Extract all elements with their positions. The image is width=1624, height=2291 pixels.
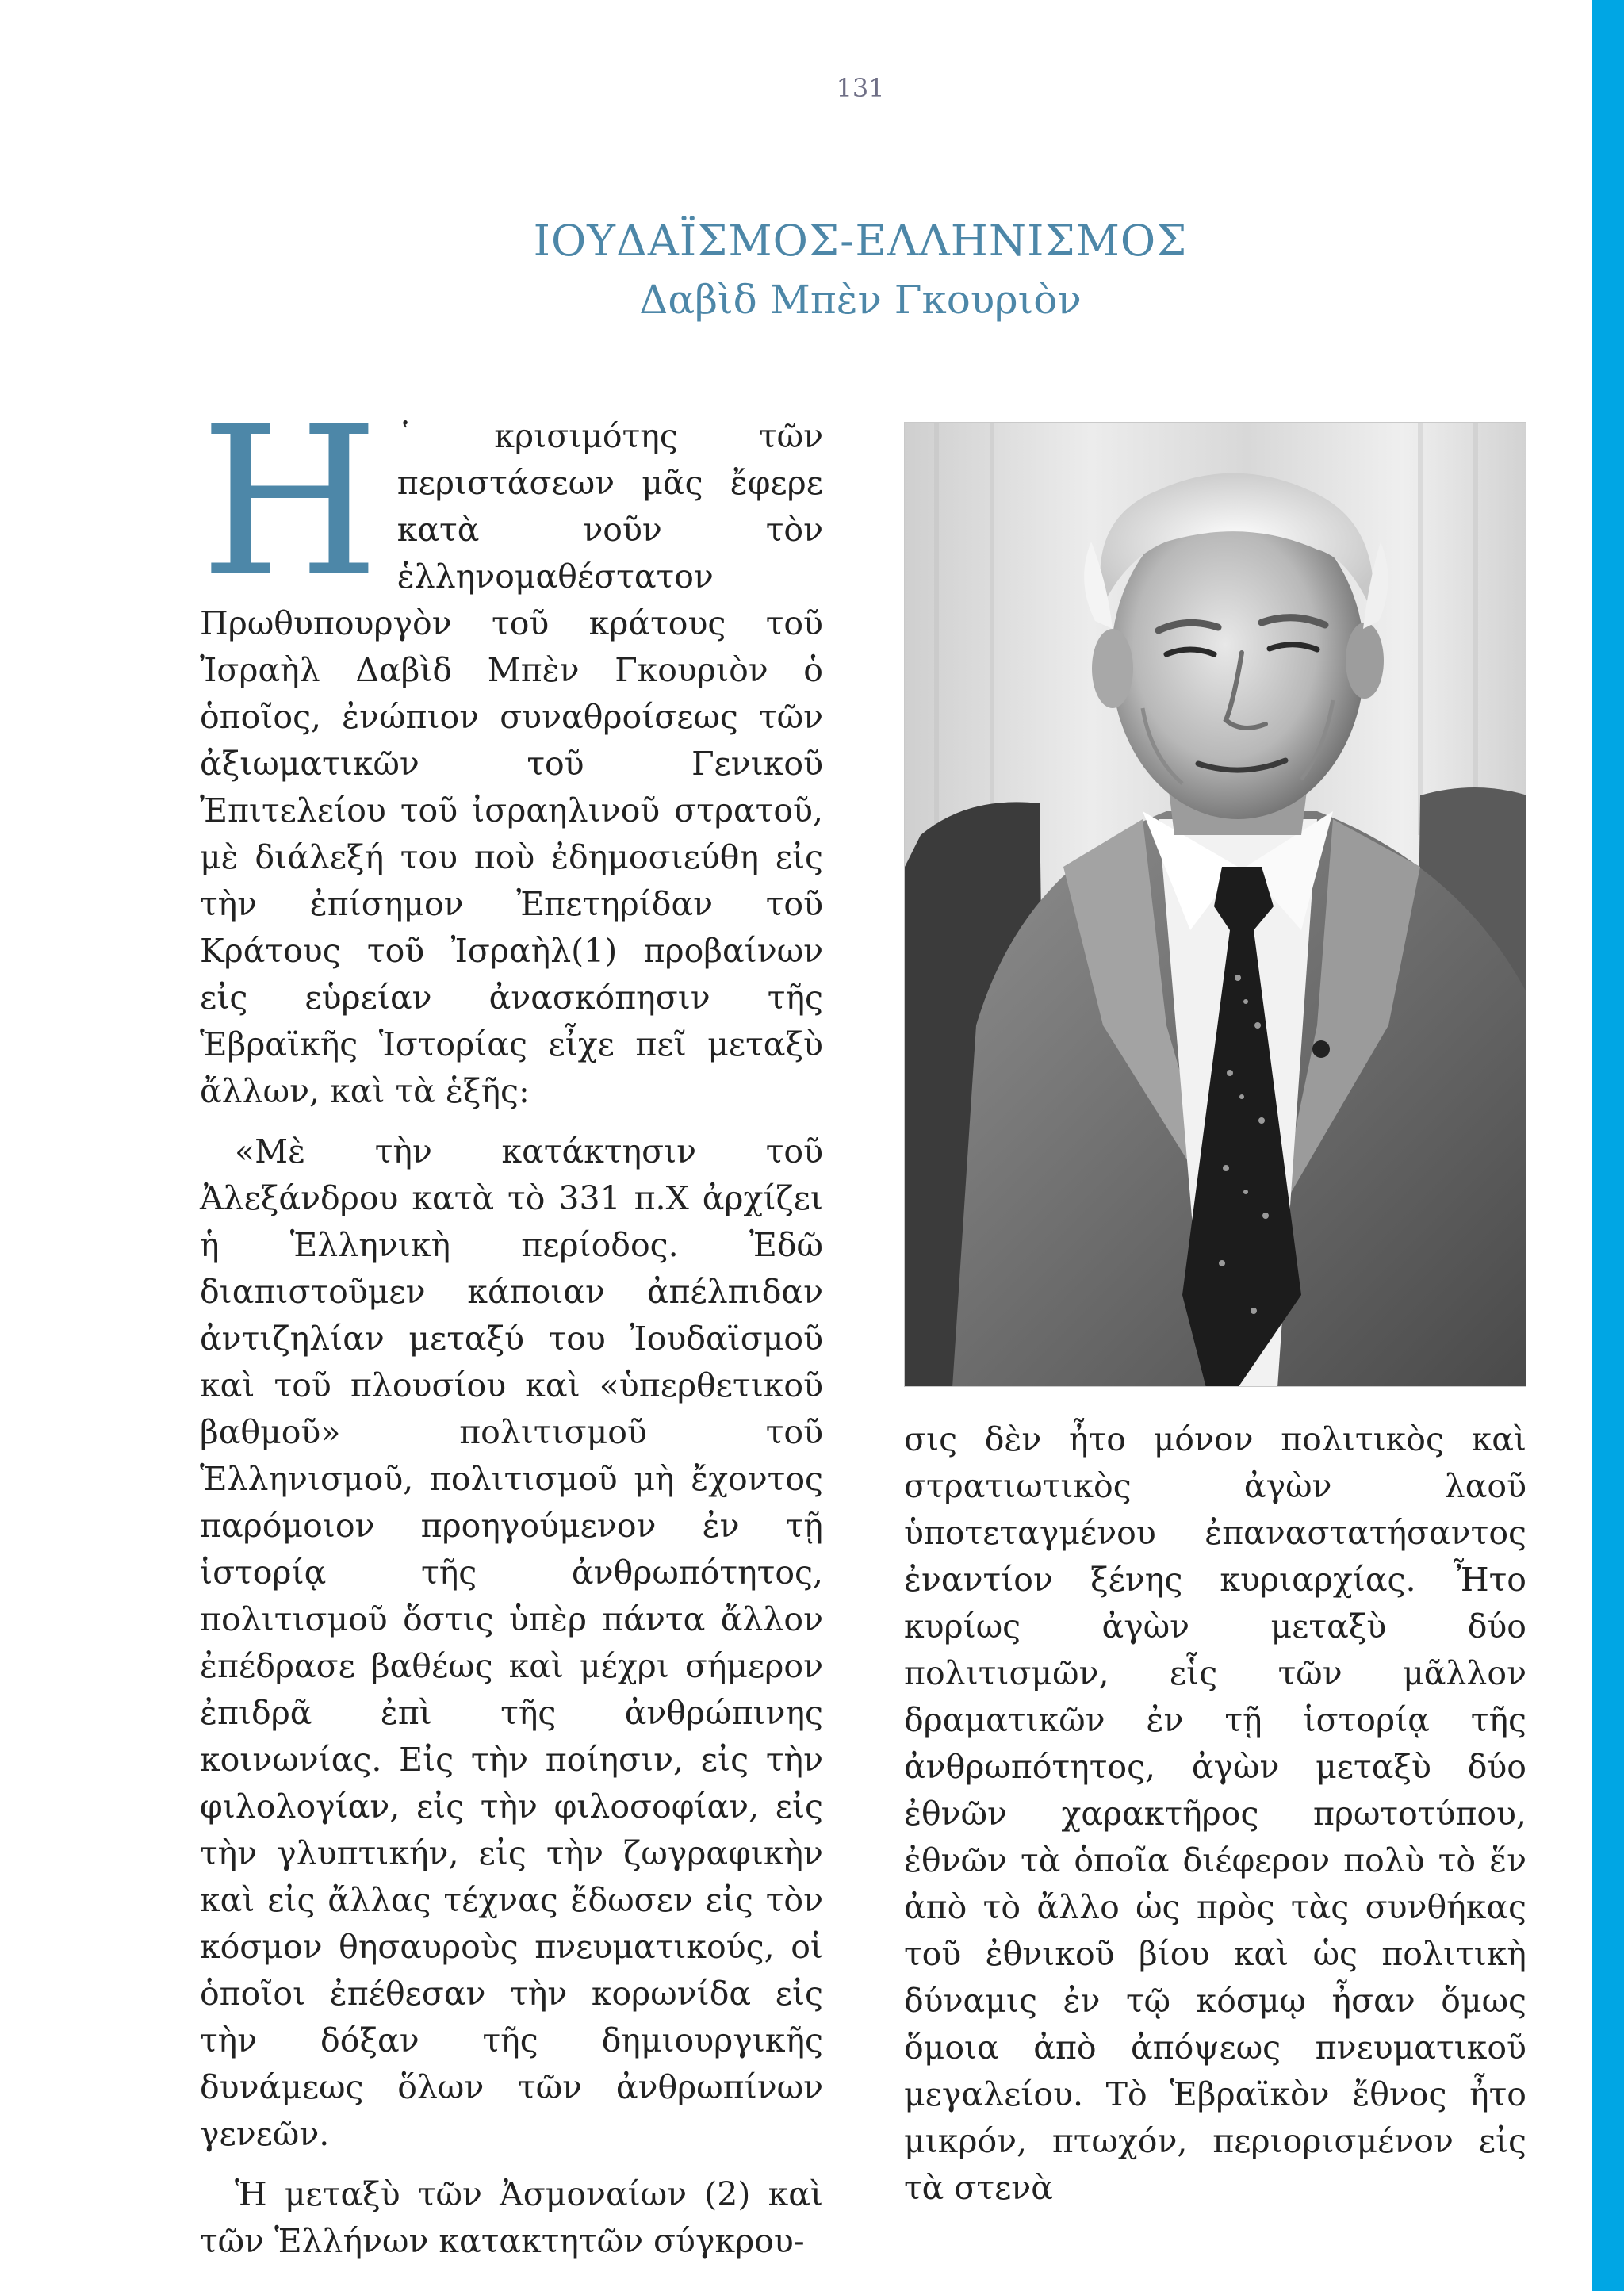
opening-paragraph-text: ῾ κρισιμότης τῶν περιστάσεων μᾶς ἔφερε κατὰ νοῦν τὸν ἑλληνομαθέστατον Πρωθυπουργὸν τοῦ κράτους τοῦ Ἰσραὴλ Δαβὶδ Μπὲν Γκουριὸν ὁ ὁποῖος, ἐνώπιον συναθροίσεως τῶν ἀξιωματικῶν τοῦ Γενικοῦ Ἐπιτελείου τοῦ ἰσραηλινοῦ στρατοῦ, μὲ διάλεξή του ποὺ ἐδημοσιεύθη εἰς τὴν ἐπίσημον Ἐπετηρίδαν τοῦ Κράτους τοῦ Ἰσραὴλ(1) προβαίνων εἰς εὑρείαν ἀνασκόπησιν τῆς Ἑβραϊκῆς Ἱστορίας εἶχε πεῖ μεταξὺ ἄλλων, καὶ τὰ ἑξῆς: [200,417,823,1110]
article-title: ΙΟΥΔΑΪΣΜΟΣ-ΕΛΛΗΝΙΣΜΟΣ [533,216,1188,266]
drop-cap: Η [200,383,380,623]
portrait-photo [904,422,1526,1387]
left-column [200,383,823,2265]
quote-paragraph: «Μὲ τὴν κατάκτησιν τοῦ Ἀλεξάνδρου κατὰ τὸ 331 π.Χ ἀρχίζει ἡ Ἑλληνικὴ περίοδος. Ἐδῶ διαπιστοῦμεν κάποιαν ἀπέλπιδαν ἀντιζηλίαν μεταξύ του Ἰουδαϊσμοῦ καὶ τοῦ πλουσίου καὶ «ὑπερθετικοῦ βαθμοῦ» πολιτισμοῦ τοῦ Ἑλληνισμοῦ, πολιτισμοῦ μὴ ἔχοντος παρόμοιον προηγούμενον ἐν τῇ ἱστορίᾳ τῆς ἀνθρωπότητος, πολιτισμοῦ ὅστις ὑπὲρ πάντα ἄλλον ἐπέδρασε βαθέως καὶ μέχρι σήμερον ἐπιδρᾶ ἐπὶ τῆς ἀνθρώπινης κοινωνίας. Εἰς τὴν ποίησιν, εἰς τὴν φιλολογίαν, εἰς τὴν φιλοσοφίαν, εἰς τὴν γλυπτικήν, εἰς τὴν ζωγραφικὴν καὶ εἰς ἄλλας τέχνας ἔδωσεν εἰς τὸν κόσμον θησαυροὺς πνευματικούς, οἱ ὁποῖοι ἐπέθεσαν τὴν κορωνίδα εἰς τὴν δόξαν τῆς δημιουργικῆς δυνάμεως ὅλων τῶν ἀνθρωπίνων γενεῶν. [200,1132,823,2153]
right-column [904,1416,1526,2212]
page-number: 131 [836,73,885,103]
portrait-illustration [905,423,1526,1387]
side-color-bar [1592,0,1624,2291]
right-column-paragraph: σις δὲν ἦτο μόνον πολιτικὸς καὶ στρατιωτικὸς ἀγὼν λαοῦ ὑποτεταγμένου ἐπαναστατήσαντος ἐναντίον ξένης κυριαρχίας. Ἦτο κυρίως ἀγὼν μεταξὺ δύο πολιτισμῶν, εἷς τῶν μᾶλλον δραματικῶν ἐν τῇ ἱστορίᾳ τῆς ἀνθρωπότητος, ἀγὼν μεταξὺ δύο ἐθνῶν χαρακτῆρος πρωτοτύπου, ἐθνῶν τὰ ὁποῖα διέφερον πολὺ τὸ ἕν ἀπὸ τὸ ἄλλο ὡς πρὸς τὰς συνθήκας τοῦ ἐθνικοῦ βίου καὶ ὡς πολιτικὴ δύναμις ἐν τῷ κόσμῳ ἦσαν ὅμως ὅμοια ἀπὸ ἀπόψεως πνευματικοῦ μεγαλείου. Τὸ Ἑβραϊκὸν ἔθνος ἦτο μικρόν, πτωχόν, περιορισμένον εἰς τὰ στενὰ [904,1420,1526,2207]
article-author: Δαβὶδ Μπὲν Γκουριὸν [639,277,1082,323]
third-paragraph: Ἡ μεταξὺ τῶν Ἀσμοναίων (2) καὶ τῶν Ἑλλήνων κατακτητῶν σύγκρου- [200,2175,823,2260]
opening-paragraph [200,383,823,1115]
